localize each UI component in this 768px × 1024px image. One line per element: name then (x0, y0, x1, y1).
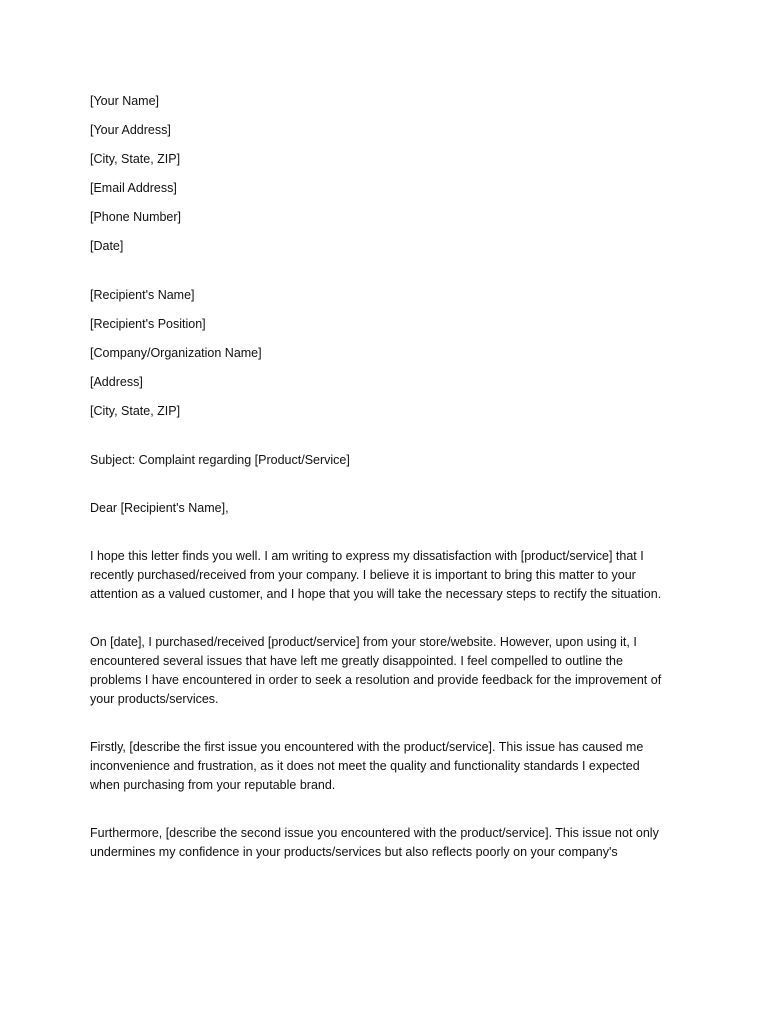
spacer (90, 266, 690, 286)
paragraph-line: Firstly, [describe the first issue you encountered with the product/service]. This issue has caused me (90, 740, 644, 754)
letter-date: [Date] (90, 239, 124, 253)
recipient-block (90, 286, 690, 421)
sender-block (90, 92, 690, 256)
paragraph-line: encountered several issues that have left me greatly disappointed. I feel compelled to outline the (90, 654, 623, 668)
paragraph-line: your products/services. (90, 692, 219, 706)
spacer (90, 470, 690, 499)
recipient-address: [Address] (90, 375, 143, 389)
spacer (90, 431, 690, 451)
sender-city-state-zip: [City, State, ZIP] (90, 152, 181, 166)
paragraph-first-issue (90, 738, 690, 795)
salutation: Dear [Recipient's Name], (90, 501, 229, 515)
paragraph-line: recently purchased/received from your company. I believe it is important to bring this matter to your (90, 568, 636, 582)
paragraph-second-issue (90, 824, 690, 862)
spacer (90, 604, 690, 633)
paragraph-line: when purchasing from your reputable brand. (90, 778, 336, 792)
sender-phone: [Phone Number] (90, 210, 182, 224)
subject-line: Subject: Complaint regarding [Product/Service] (90, 453, 350, 467)
paragraph-intro (90, 547, 690, 604)
recipient-city-state-zip: [City, State, ZIP] (90, 404, 181, 418)
recipient-position: [Recipient's Position] (90, 317, 206, 331)
spacer (90, 518, 690, 547)
sender-name: [Your Name] (90, 94, 160, 108)
paragraph-line: Furthermore, [describe the second issue you encountered with the product/service]. This issue not only (90, 826, 659, 840)
sender-email: [Email Address] (90, 181, 177, 195)
paragraph-line: undermines my confidence in your products/services but also reflects poorly on your company's (90, 845, 618, 859)
spacer (90, 795, 690, 824)
paragraph-line: inconvenience and frustration, as it does not meet the quality and functionality standards I expected (90, 759, 640, 773)
spacer (90, 709, 690, 738)
paragraph-purchase (90, 633, 690, 709)
sender-address: [Your Address] (90, 123, 171, 137)
paragraph-line: On [date], I purchased/received [product/service] from your store/website. However, upon using it, I (90, 635, 637, 649)
recipient-name: [Recipient's Name] (90, 288, 195, 302)
letter-body (90, 92, 690, 862)
paragraph-line: I hope this letter finds you well. I am writing to express my dissatisfaction with [product/service] that I (90, 549, 644, 563)
paragraph-line: problems I have encountered in order to seek a resolution and provide feedback for the improvement of (90, 673, 662, 687)
recipient-company: [Company/Organization Name] (90, 346, 262, 360)
paragraph-line: attention as a valued customer, and I hope that you will take the necessary steps to rectify the situation. (90, 587, 662, 601)
